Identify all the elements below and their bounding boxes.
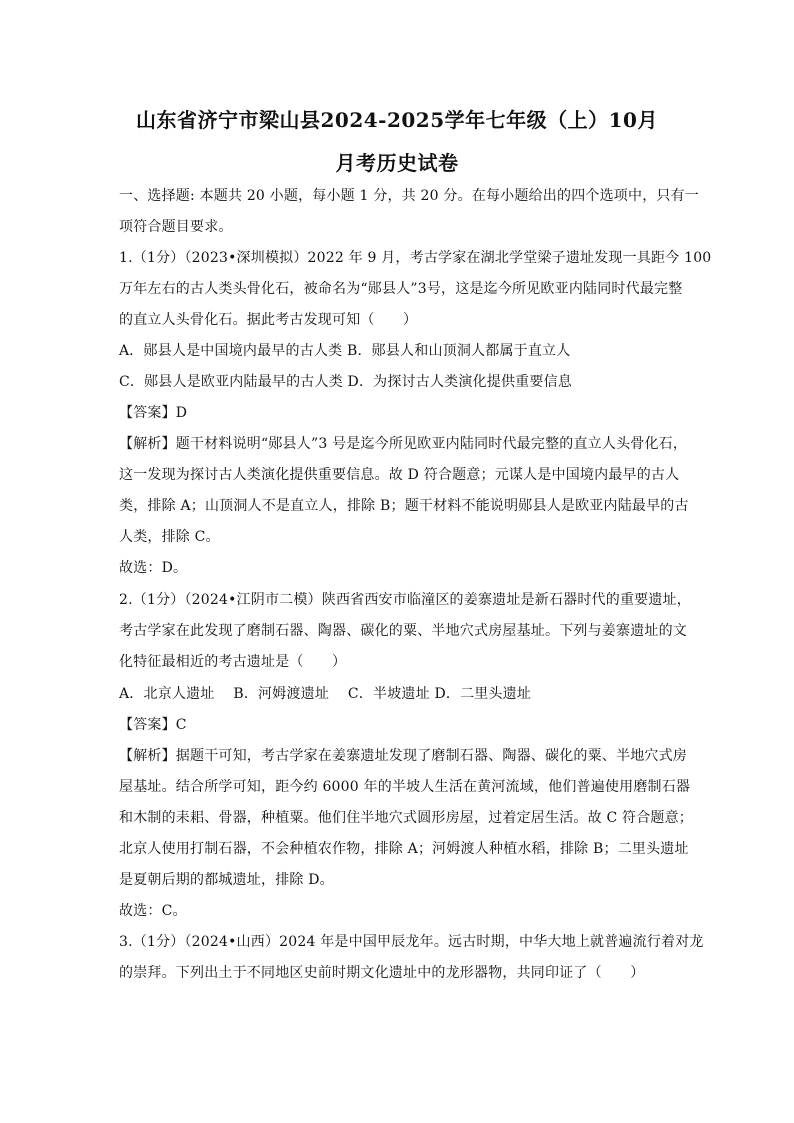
question-1-analysis-line: 【解析】题干材料说明“郧县人”3 号是迄今所见欧亚内陆同时代最完整的直立人头骨化石， <box>119 436 688 452</box>
question-1-analysis-line: 人类，排除 C。 <box>119 529 220 545</box>
question-3-stem-line: 3.（1分）（2024•山西）2024 年是中国甲辰龙年。远古时期，中华大地上就普遍流行着对龙 <box>119 934 704 950</box>
section-instruction-line: 一、选择题: 本题共 20 小题，每小题 1 分，共 20 分。在每小题给出的四个选项中，只有一 <box>119 188 700 204</box>
question-1-options-line: C．郧县人是欧亚内陆最早的古人类 D．为探讨古人类演化提供重要信息 <box>119 374 572 390</box>
question-2-analysis-line: 和木制的耒耜、骨器，种植粟。他们住半地穴式圆形房屋，过着定居生活。故 C 符合题意； <box>119 810 694 826</box>
document-title-line-1: 山东省济宁市梁山县2024-2025学年七年级（上）10月 <box>136 108 658 132</box>
question-3-stem-line: 的崇拜。下列出土于不同地区史前时期文化遗址中的龙形器物，共同印证了（ ） <box>119 965 645 981</box>
document-title-line-2: 月考历史试卷 <box>335 151 459 175</box>
question-2-stem-line: 考古学家在此发现了磨制石器、陶器、碳化的粟、半地穴式房屋基址。下列与姜寨遗址的文 <box>119 623 687 639</box>
question-2-analysis-line: 【解析】据题干可知，考古学家在姜寨遗址发现了磨制石器、陶器、碳化的粟、半地穴式房 <box>119 748 687 764</box>
question-2-stem-line: 化特征最相近的考古遗址是（ ） <box>119 654 347 670</box>
question-2-analysis-line: 北京人使用打制石器，不会种植农作物，排除 A；河姆渡人种植水稻，排除 B；二里头遗址 <box>119 841 689 857</box>
question-1-stem-line: 的直立人头骨化石。据此考古发现可知（ ） <box>119 312 418 328</box>
question-1-analysis-line: 这一发现为探讨古人类演化提供重要信息。故 D 符合题意；元谋人是中国境内最早的古人 <box>119 467 680 483</box>
question-2-answer: 【答案】C <box>119 717 187 733</box>
section-instruction-line: 项符合题目要求。 <box>119 219 233 235</box>
question-2-analysis-line: 屋基址。结合所学可知，距今约 6000 年的半坡人生活在黄河流域，他们普遍使用磨制石器 <box>119 779 691 795</box>
question-1-stem-line: 万年左右的古人类头骨化石，被命名为“郧县人”3号，这是迄今所见欧亚内陆同时代最完整 <box>119 281 683 297</box>
question-2-stem-line: 2.（1分）（2024•江阴市二模）陕西省西安市临潼区的姜寨遗址是新石器时代的重要遗址， <box>119 592 691 608</box>
question-2-choice: 故选：C。 <box>119 903 187 919</box>
question-2-options-line: A．北京人遗址 B．河姆渡遗址 C．半坡遗址 D．二里头遗址 <box>119 686 532 702</box>
question-1-choice: 故选：D。 <box>119 560 188 576</box>
question-1-answer: 【答案】D <box>119 405 188 421</box>
question-1-stem-line: 1.（1分）（2023•深圳模拟）2022 年 9 月，考古学家在湖北学堂梁子遗址发现一具距今 100 <box>119 250 712 266</box>
question-1-analysis-line: 类，排除 A；山顶洞人不是直立人，排除 B；题干材料不能说明郧县人是欧亚内陆最早的古 <box>119 498 689 514</box>
question-1-options-line: A．郧县人是中国境内最早的古人类 B．郧县人和山顶洞人都属于直立人 <box>119 343 571 359</box>
question-2-analysis-line: 是夏朝后期的都城遗址，排除 D。 <box>119 872 334 888</box>
